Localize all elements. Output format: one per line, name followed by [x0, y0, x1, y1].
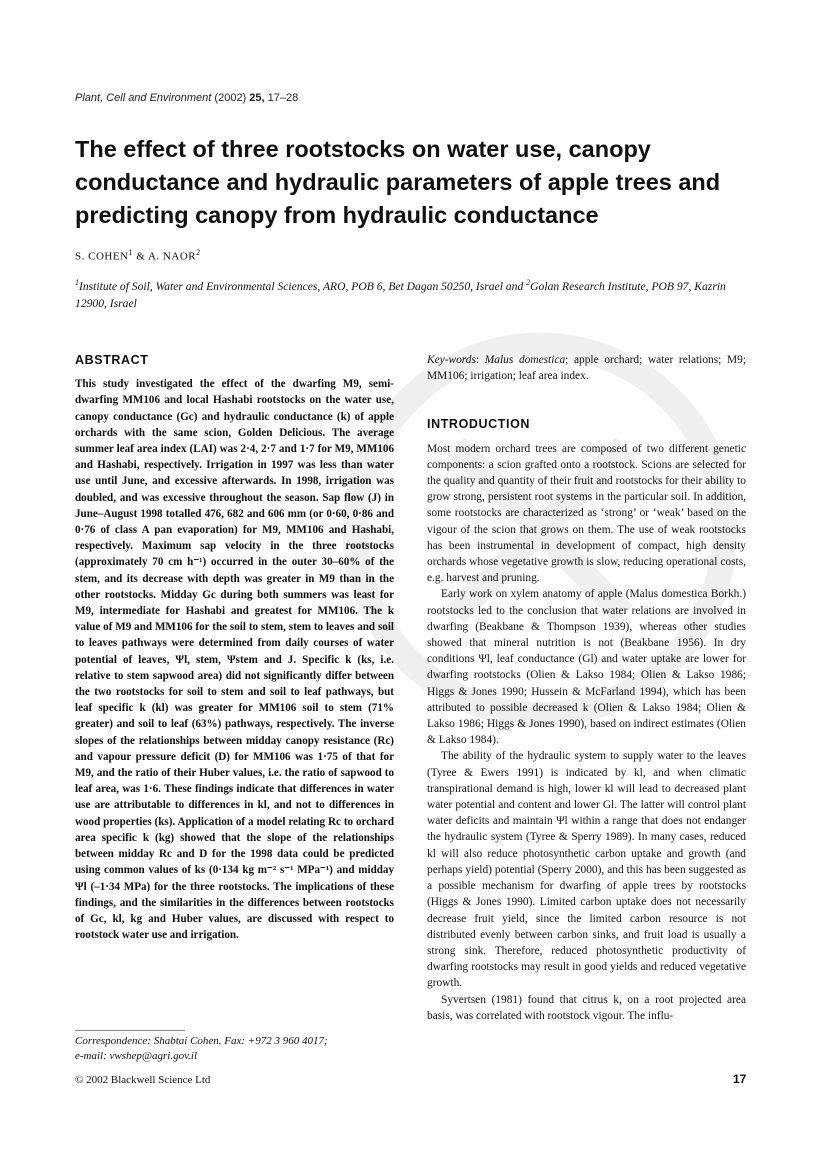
journal-name: Plant, Cell and Environment — [75, 92, 212, 104]
affil-1: Institute of Soil, Water and Environmental Sciences, ARO, POB 6, Bet Dagan 50250, Israel and — [79, 279, 524, 293]
abstract-text: This study investigated the effect of the dwarfing M9, semi-dwarfing MM106 and local Hashabi rootstocks on the water use, canopy conductance (Gc) and hydraulic conductance (k) of apple orchards with the same scion, Golden Delicious. The average summer leaf area index (LAI) was 2·4, 2·7 and 1·7 for M9, MM106 and Hashabi, respectively. Irrigation in 1997 was less than water use until June, and excessive afterwards. In 1998, irrigation was doubled, and was excessive throughout the season. Sap flow (J) in June–August 1998 totalled 476, 682 and 606 mm (or 0·60, 0·86 and 0·76 of class A pan evaporation) for M9, MM106 and Hashabi, respectively. Maximum sap velocity in the three rootstocks (approximately 70 cm h⁻¹) occurred in the outer 30–60% of the stem, and its decrease with depth was greater in M9 than in the other rootstocks. Midday Gc during both summers was least for M9, intermediate for Hashabi and greatest for MM106. The k value of M9 and MM106 for the soil to stem, stem to leaves and soil to leaves pathways were determined from daily courses of water potential of leaves, Ψl, stem, Ψstem and J. Specific k (ks, i.e. relative to stem sapwood area) did not significantly differ between the two rootstocks for soil to stem and soil to leaf pathways, but leaf specific k (kl) was greater for MM106 soil to stem (71% greater) and soil to leaf (63%) pathways, respectively. The inverse slopes of the relationships between midday canopy resistance (Rc) and vapour pressure deficit (D) for MM106 was 1·75 of that for M9, and the ratio of their Huber values, i.e. the ratio of sapwood to leaf area, was 1·6. These findings indicate that differences in water use are attributable to differences in kl, and not to differences in wood properties (ks). Application of a model relating Rc to orchard area specific k (kg) showed that the slope of the relationships between midday Rc and D for the 1998 data could be predicted using common values of ks (0·134 kg m⁻² s⁻¹ MPa⁻¹) and midday Ψl (–1·34 MPa) for the three rootstocks. The implications of these findings, and the similarities in the differences between rootstocks of Gc, kl, kg and Huber values, are discussed with respect to rootstock water use and irrigation. — [75, 378, 394, 942]
intro-paragraph: Syvertsen (1981) found that citrus k, on a root projected area basis, was correlated with rootstock vigour. The influ- — [427, 993, 746, 1022]
author-2-sup: 2 — [196, 248, 201, 257]
article-title: The effect of three rootstocks on water use, canopy conductance and hydraulic parameters of apple trees and predicting canopy from hydraulic conductance — [75, 136, 721, 228]
intro-paragraph: The ability of the hydraulic system to supply water to the leaves (Tyree & Ewers 1991) is indicated by kl, and when climatic transpirational demand is high, lower kl will lead to decreased plant water potential and content and lower Gl. The latter will control plant water deficits and maintain Ψl within a range that does not endanger the hydraulic system (Tyree & Sperry 1989). In many cases, reduced kl will also reduce photosynthetic carbon uptake and growth (and perhaps yield) potential (Sperry 2000), and this has been suggested as a possible mechanism for dwarfing of apple trees by rootstocks (Higgs & Jones 1990). Limited carbon uptake does not necessarily decrease fruit yield, since the limited carbon resource is not distributed evenly between carbon sinks, and fruit load is usually a strong sink. Therefore, reduced photosynthetic productivity of dwarfing rootstocks may result in good yields and reduced vegetative growth. — [427, 750, 746, 990]
correspondence-line-2: e-mail: vwshep@agri.gov.il — [75, 1050, 198, 1062]
right-column — [427, 352, 746, 1024]
copyright-notice: © 2002 Blackwell Science Ltd — [75, 1074, 211, 1086]
affil-2-sup: 2 — [526, 278, 531, 287]
journal-volume: 25, — [249, 92, 265, 104]
correspondence-line-1: Correspondence: Shabtai Cohen. Fax: +972 3 960 4017; — [75, 1035, 328, 1047]
journal-pages: 17–28 — [267, 92, 299, 104]
introduction-section — [427, 416, 746, 1024]
keywords: Key-words: Malus domestica; apple orchard; water relations; M9; MM106; irrigation; leaf area index. — [427, 354, 746, 383]
affil-1-sup: 1 — [75, 278, 79, 287]
affiliations — [75, 274, 751, 312]
author-2: A. NAOR — [147, 250, 197, 263]
author-1: S. COHEN — [75, 250, 129, 263]
author-separator: & — [136, 250, 146, 263]
correspondence-note — [75, 1034, 394, 1064]
keywords-rest: ; apple orchard; water relations; M9; MM106; irrigation; leaf area index. — [427, 354, 746, 383]
affil-2: Golan Research Institute, POB 97, Kazrin 12900, Israel — [75, 279, 726, 310]
footnote-divider — [75, 1030, 185, 1031]
keywords-label: Key-words — [427, 354, 476, 366]
page-number: 17 — [733, 1072, 747, 1086]
intro-paragraph: Early work on xylem anatomy of apple (Malus domestica Borkh.) rootstocks led to the conclusion that water relations are involved in dwarfing (Beakbane & Thompson 1939), whereas other studies showed that mineral nutrition is not (Beakbane 1956). In dry conditions Ψl, leaf conductance (Gl) and water uptake are lower for dwarfing rootstocks (Olien & Lakso 1984; Olien & Lakso 1986; Higgs & Jones 1990; Hussein & McFarland 1994), which has been attributed to possible decreased k (Olien & Lakso 1984; Olien & Lakso 1986; Higgs & Jones 1990), based on indirect estimates (Olien & Lakso 1984). — [427, 588, 746, 747]
author-1-sup: 1 — [128, 248, 134, 257]
keywords-genus: Malus domestica — [484, 354, 566, 366]
intro-paragraph: Most modern orchard trees are composed of two different genetic components: a scion grafted onto a rootstock. Scions are selected for the quality and quantity of their fruit and rootstocks for their ability to grow strong, persistent root systems in the particular soil. In addition, some rootstocks are characterized as ‘strong’ or ‘weak’ based on the vigour of the scion that grows on them. The use of weak rootstocks has been instrumental in development of compact, high density orchards whose vegetative growth is slow, reducing operational costs, e.g. harvest and pruning. — [427, 442, 746, 585]
introduction-heading: INTRODUCTION — [427, 417, 531, 432]
left-column — [75, 352, 394, 943]
journal-year: (2002) — [214, 92, 247, 104]
author-list — [75, 248, 201, 263]
journal-citation — [75, 92, 298, 104]
abstract-heading: ABSTRACT — [75, 353, 149, 367]
